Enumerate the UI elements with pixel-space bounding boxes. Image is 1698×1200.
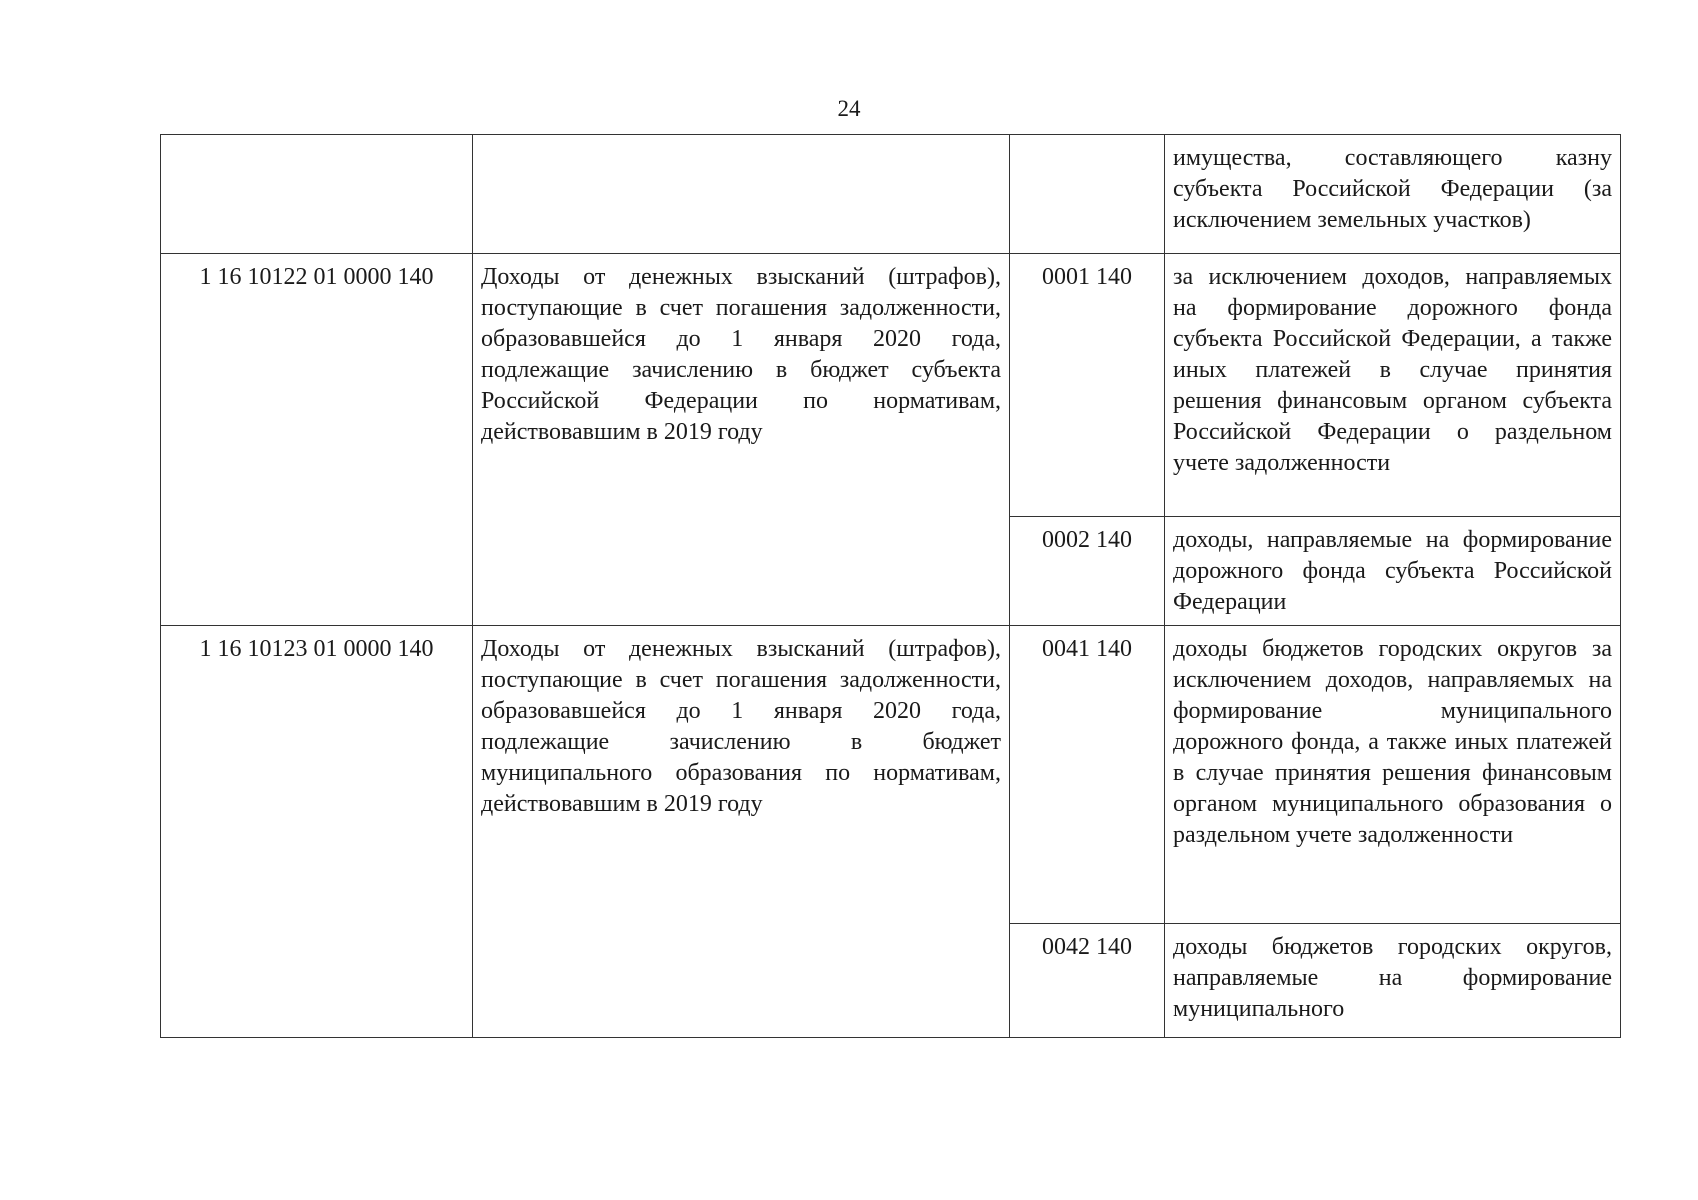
table-row	[161, 135, 1621, 254]
note-cell: доходы, направляемые на формирование дорожного фонда субъекта Российской Федерации	[1165, 517, 1621, 626]
revenue-code-cell: 1 16 10122 01 0000 140	[161, 254, 473, 626]
note-cell: доходы бюджетов городских округов, направляемые на формирование муниципального	[1165, 924, 1621, 1038]
revenue-description-cell: Доходы от денежных взысканий (штрафов), поступающие в счет погашения задолженности, образовавшейся до 1 января 2020 года, подлежащие зачислению в бюджет муниципального образования по нормативам, действовавшим в 2019 году	[473, 626, 1010, 1038]
revenue-code-cell: 1 16 10123 01 0000 140	[161, 626, 473, 1038]
table-row	[161, 626, 1621, 924]
revenue-code-table	[160, 134, 1621, 1038]
subcode-cell: 0042 140	[1010, 924, 1165, 1038]
subcode-cell: 0041 140	[1010, 626, 1165, 924]
table-row	[161, 254, 1621, 517]
subcode-cell	[1010, 135, 1165, 254]
note-cell: имущества, составляющего казну субъекта Российской Федерации (за исключением земельных участков)	[1165, 135, 1621, 254]
note-cell: за исключением доходов, направляемых на формирование дорожного фонда субъекта Российской Федерации, а также иных платежей в случае принятия решения финансовым органом субъекта Российской Федерации о раздельном учете задолженности	[1165, 254, 1621, 517]
page-number: 24	[837, 96, 861, 121]
revenue-description-cell: Доходы от денежных взысканий (штрафов), поступающие в счет погашения задолженности, образовавшейся до 1 января 2020 года, подлежащие зачислению в бюджет субъекта Российской Федерации по нормативам, действовавшим в 2019 году	[473, 254, 1010, 626]
subcode-cell: 0001 140	[1010, 254, 1165, 517]
revenue-code-cell	[161, 135, 473, 254]
revenue-description-cell	[473, 135, 1010, 254]
subcode-cell: 0002 140	[1010, 517, 1165, 626]
note-cell: доходы бюджетов городских округов за исключением доходов, направляемых на формирование муниципального дорожного фонда, а также иных платежей в случае принятия решения финансовым органом муниципального образования о раздельном учете задолженности	[1165, 626, 1621, 924]
